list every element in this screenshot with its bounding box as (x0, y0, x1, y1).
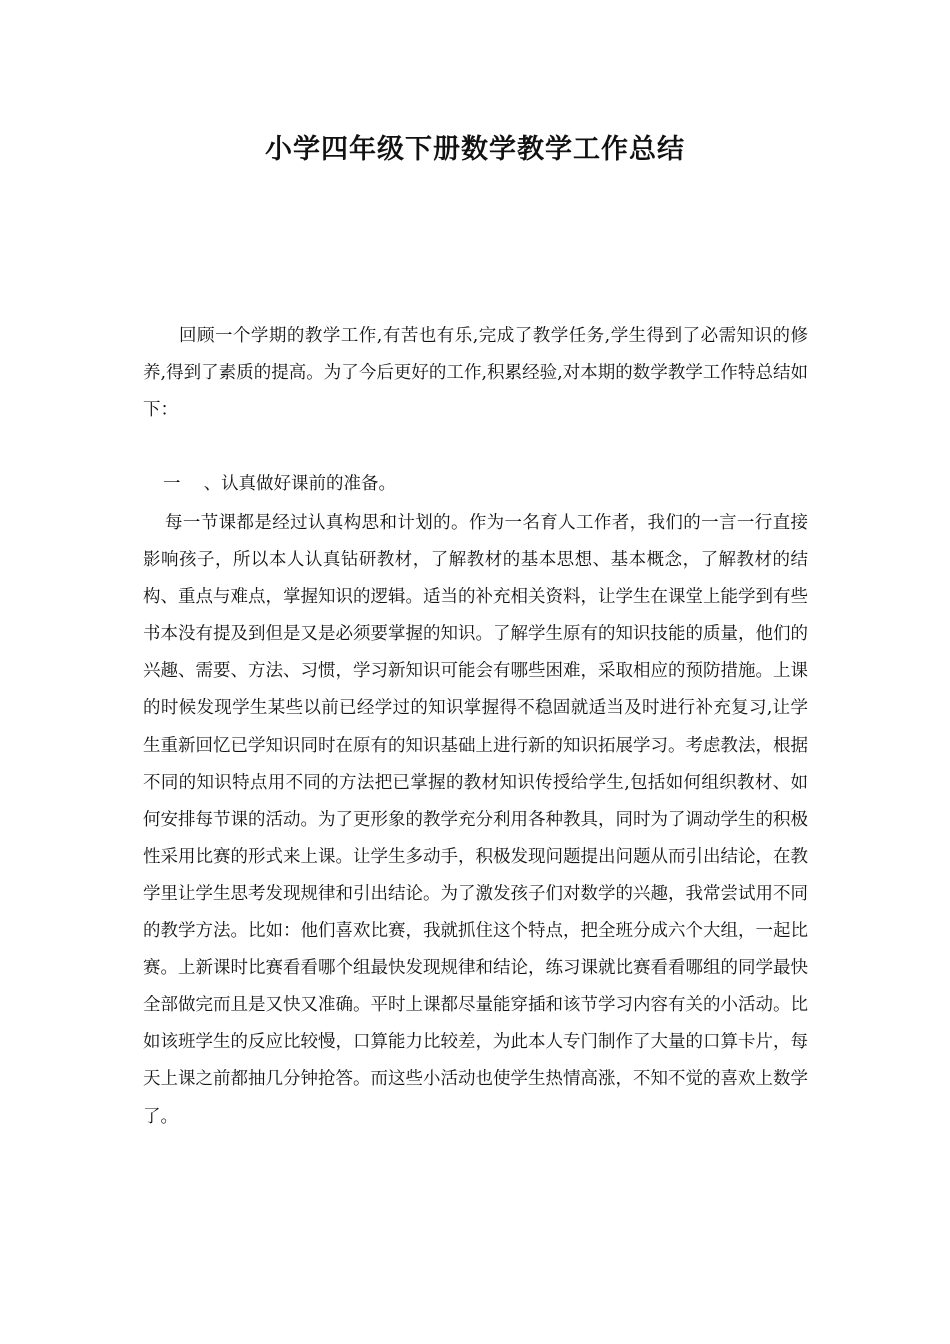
section-body-paragraph: 每一节课都是经过认真构思和计划的。作为一名育人工作者，我们的一言一行直接影响孩子，所以本人认真钻研教材，了解教材的基本思想、基本概念，了解教材的结构、重点与难点，掌握知识的逻辑。适当的补充相关资料，让学生在课堂上能学到有些书本没有提及到但是又是必须要掌握的知识。了解学生原有的知识技能的质量，他们的兴趣、需要、方法、习惯，学习新知识可能会有哪些困难，采取相应的预防措施。上课的时候发现学生某些以前已经学过的知识掌握得不稳固就适当及时进行补充复习,让学生重新回忆已学知识同时在原有的知识基础上进行新的知识拓展学习。考虑教法，根据不同的知识特点用不同的方法把已掌握的教材知识传授给学生,包括如何组织教材、如何安排每节课的活动。为了更形象的教学充分利用各种教具，同时为了调动学生的积极性采用比赛的形式来上课。让学生多动手，积极发现问题提出问题从而引出结论，在教学里让学生思考发现规律和引出结论。为了激发孩子们对数学的兴趣，我常尝试用不同的教学方法。比如：他们喜欢比赛，我就抓住这个特点，把全班分成六个大组，一起比赛。上新课时比赛看看哪个组最快发现规律和结论，练习课就比赛看看哪组的同学最快全部做完而且是又快又准确。平时上课都尽量能穿插和该节学习内容有关的小活动。比如该班学生的反应比较慢，口算能力比较差，为此本人专门制作了大量的口算卡片，每天上课之前都抽几分钟抢答。而这些小活动也使学生热情高涨，不知不觉的喜欢上数学了。 (143, 513, 808, 1127)
document-title: 小学四年级下册数学教学工作总结 (265, 134, 685, 165)
section-heading: 一 、认真做好课前的准备。 (163, 474, 397, 494)
intro-paragraph: 回顾一个学期的教学工作,有苦也有乐,完成了教学任务,学生得到了必需知识的修养,得到了素质的提高。为了今后更好的工作,积累经验,对本期的数学教学工作特总结如下： (143, 326, 808, 420)
